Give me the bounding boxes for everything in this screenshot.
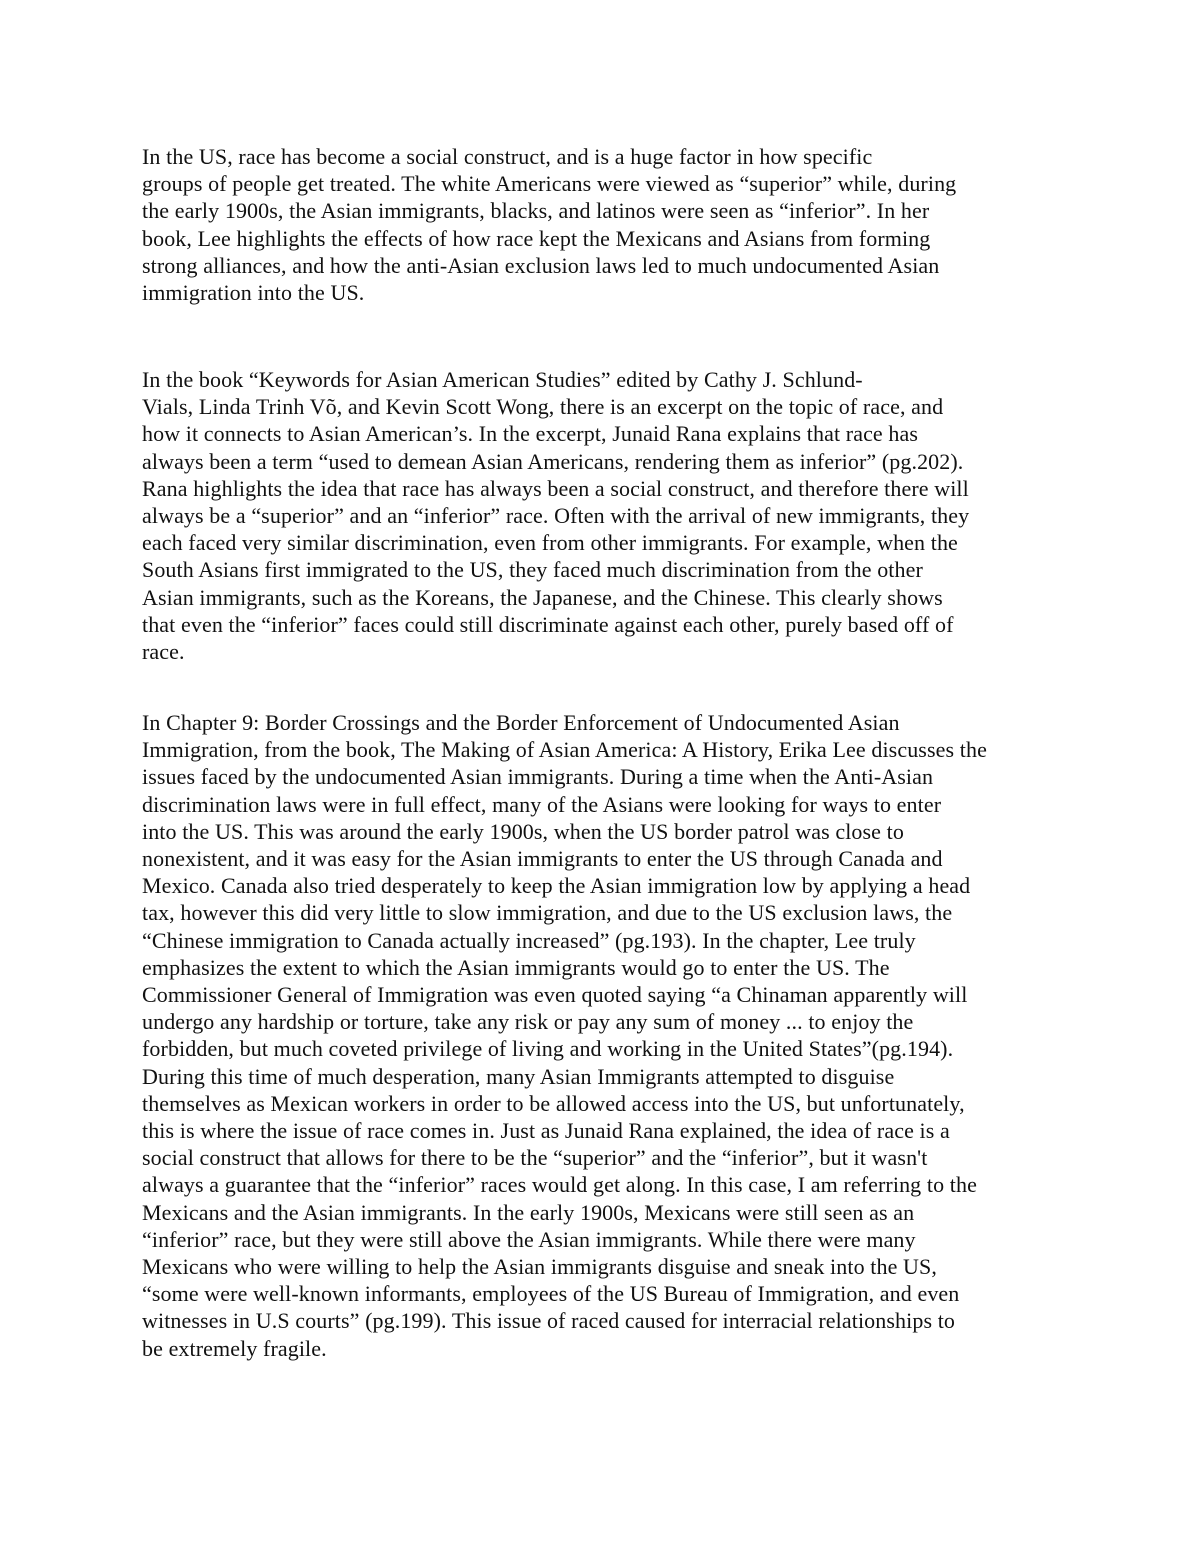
text-line: undergo any hardship or torture, take any risk or pay any sum of money ... to enjoy the [142,1009,914,1035]
text-line: groups of people get treated. The white Americans were viewed as “superior” while, during [142,171,957,197]
text-line: During this time of much desperation, many Asian Immigrants attempted to disguise [142,1063,895,1089]
text-line: “some were well-known informants, employees of the US Bureau of Immigration, and even [142,1281,960,1307]
text-line: Mexicans who were willing to help the Asian immigrants disguise and sneak into the US, [142,1254,937,1280]
text-line: race. [142,639,185,665]
text-line: Mexico. Canada also tried desperately to keep the Asian immigration low by applying a head [142,873,971,899]
text-line: forbidden, but much coveted privilege of living and working in the United States”(pg.194). [142,1036,954,1062]
text-line: South Asians first immigrated to the US, they faced much discrimination from the other [142,557,923,583]
text-line: immigration into the US. [142,280,365,306]
text-line: that even the “inferior” faces could still discriminate against each other, purely based off of [142,611,954,637]
text-line: be extremely fragile. [142,1335,327,1361]
text-line: the early 1900s, the Asian immigrants, blacks, and latinos were seen as “inferior”. In her [142,198,930,224]
text-line: themselves as Mexican workers in order to be allowed access into the US, but unfortunately, [142,1090,965,1116]
text-line: issues faced by the undocumented Asian immigrants. During a time when the Anti-Asian [142,764,934,790]
text-line: always a guarantee that the “inferior” races would get along. In this case, I am referring to the [142,1172,977,1198]
text-line: how it connects to Asian American’s. In the excerpt, Junaid Rana explains that race has [142,421,919,447]
text-line: book, Lee highlights the effects of how race kept the Mexicans and Asians from forming [142,225,931,251]
text-line: Rana highlights the idea that race has always been a social construct, and therefore there will [142,475,969,501]
text-line: strong alliances, and how the anti-Asian exclusion laws led to much undocumented Asian [142,252,940,278]
text-line: “Chinese immigration to Canada actually increased” (pg.193). In the chapter, Lee truly [142,927,916,953]
paragraph-chapter-9-discussion [142,709,987,1362]
text-line: nonexistent, and it was easy for the Asian immigrants to enter the US through Canada and [142,846,943,872]
text-line: always be a “superior” and an “inferior” race. Often with the arrival of new immigrants, they [142,503,970,529]
text-line: into the US. This was around the early 1900s, when the US border patrol was close to [142,818,904,844]
text-line: each faced very similar discrimination, even from other immigrants. For example, when the [142,530,958,556]
text-line: In the US, race has become a social construct, and is a huge factor in how specific [142,144,873,169]
text-line: social construct that allows for there to be the “superior” and the “inferior”, but it wasn't [142,1145,928,1171]
text-line: Immigration, from the book, The Making of Asian America: A History, Erika Lee discusses the [142,737,987,763]
text-line: this is where the issue of race comes in. Just as Junaid Rana explained, the idea of race is a [142,1118,950,1144]
text-line: witnesses in U.S courts” (pg.199). This issue of raced caused for interracial relationships to [142,1308,956,1334]
text-line: Mexicans and the Asian immigrants. In the early 1900s, Mexicans were still seen as an [142,1199,915,1225]
paragraph-introduction [142,143,956,306]
text-line: discrimination laws were in full effect, many of the Asians were looking for ways to enter [142,791,942,817]
text-line: Commissioner General of Immigration was even quoted saying “a Chinaman apparently will [142,982,968,1008]
text-line: “inferior” race, but they were still above the Asian immigrants. While there were many [142,1226,916,1252]
text-line: In the book “Keywords for Asian American Studies” edited by Cathy J. Schlund- [142,367,863,392]
text-line: always been a term “used to demean Asian Americans, rendering them as inferior” (pg.202). [142,448,964,474]
text-line: Vials, Linda Trinh Võ, and Kevin Scott Wong, there is an excerpt on the topic of race, and [142,394,944,420]
paragraph-keywords-excerpt [142,366,969,665]
text-line: In Chapter 9: Border Crossings and the Border Enforcement of Undocumented Asian [142,710,900,735]
text-line: Asian immigrants, such as the Koreans, the Japanese, and the Chinese. This clearly shows [142,584,943,610]
text-line: tax, however this did very little to slow immigration, and due to the US exclusion laws, the [142,900,953,926]
text-line: emphasizes the extent to which the Asian immigrants would go to enter the US. The [142,954,890,980]
